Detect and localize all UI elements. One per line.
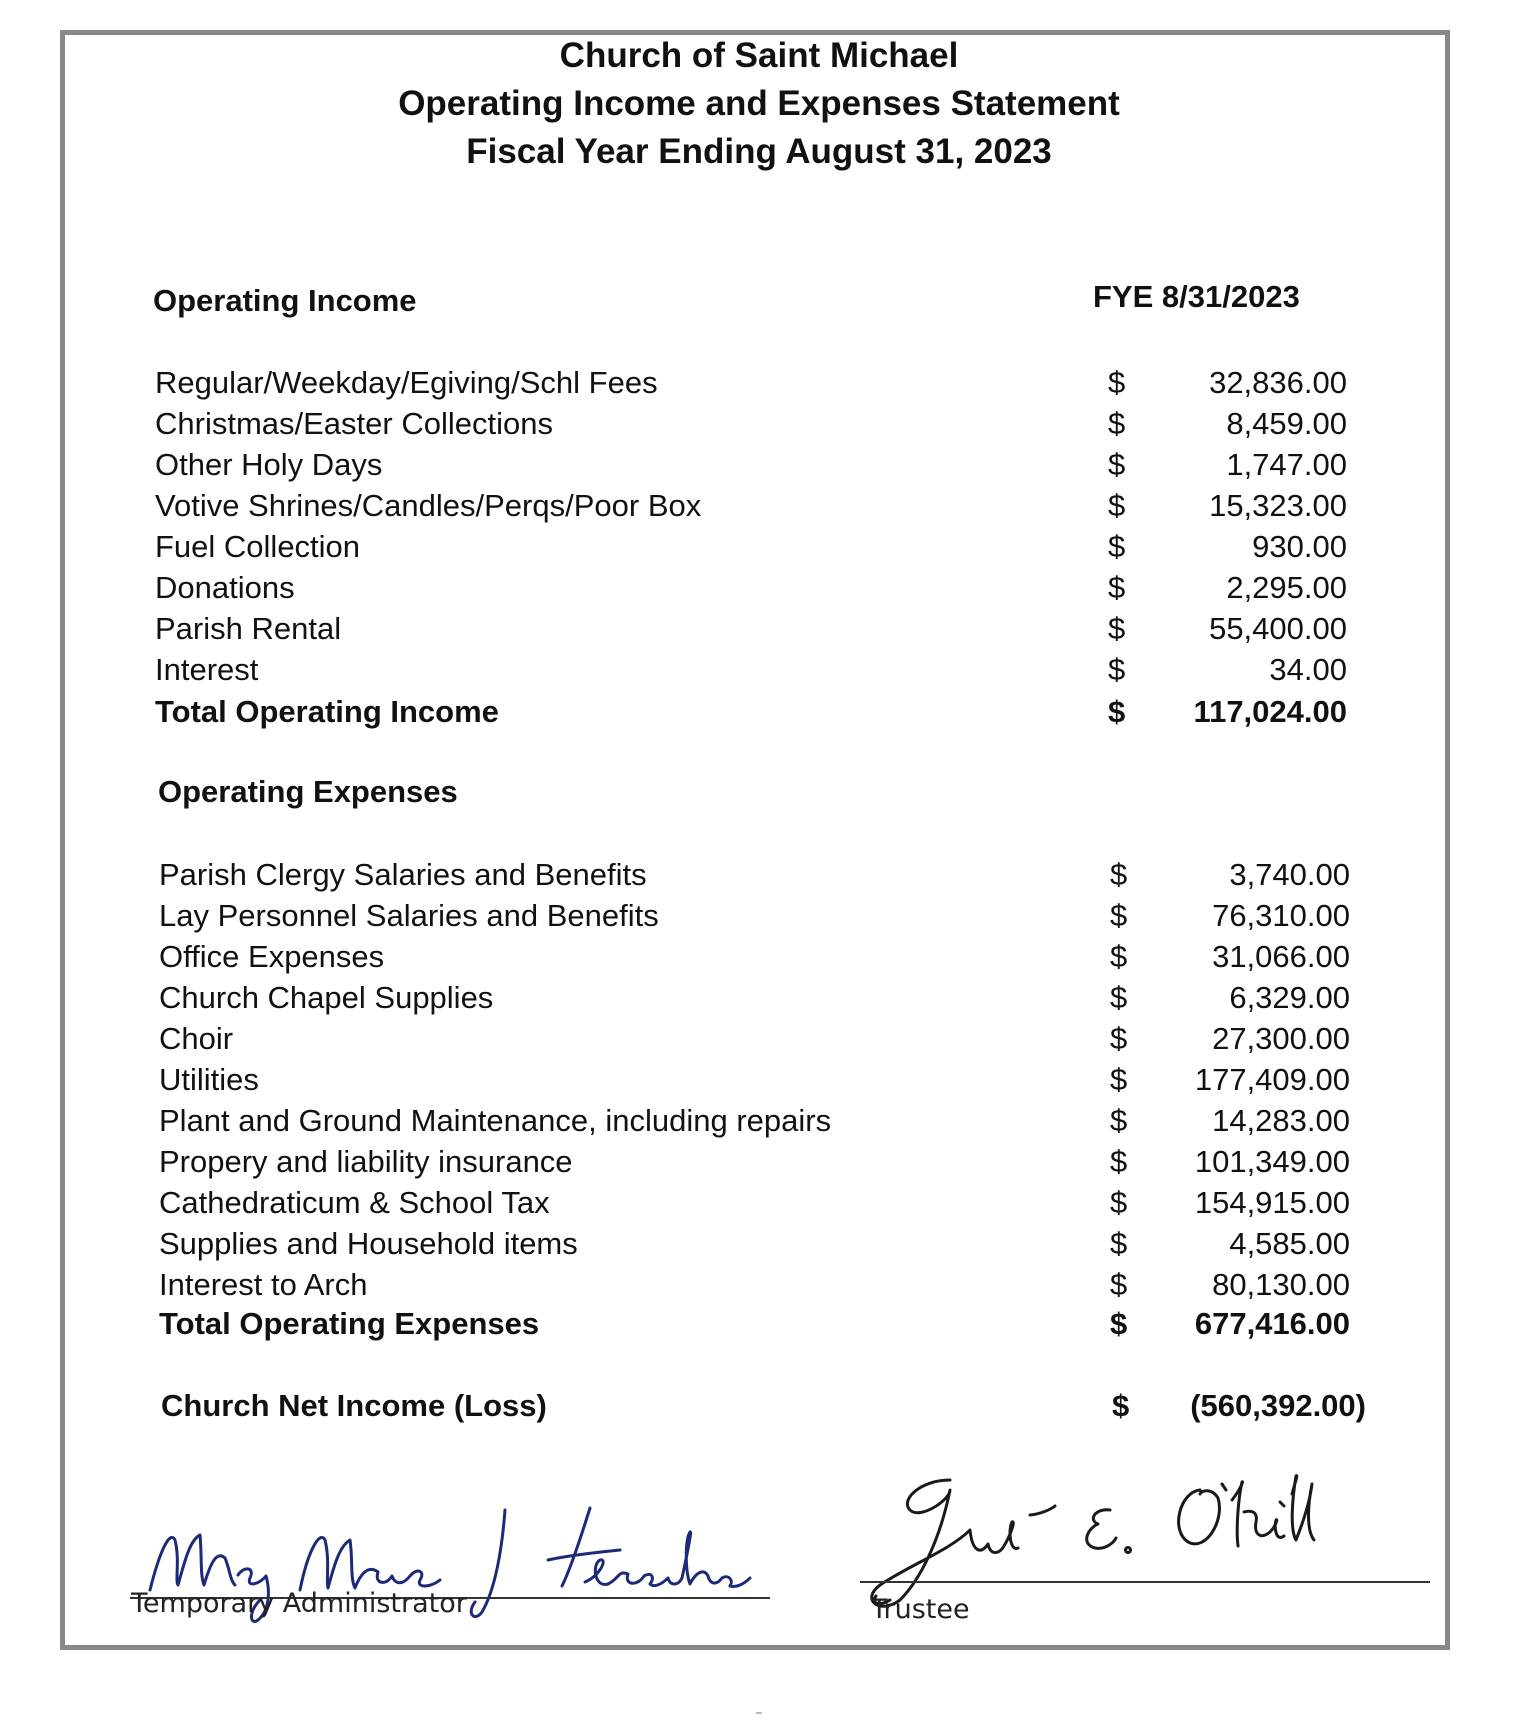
net-income-amount: (560,392.00)	[1190, 1388, 1366, 1423]
income-total-amount: 117,024.00	[1193, 694, 1347, 729]
expense-row-dollar: $	[1110, 1021, 1128, 1056]
income-row-amount: 15,323.00	[1209, 488, 1347, 523]
expense-row-dollar: $	[1110, 939, 1128, 974]
income-row-dollar: $	[1108, 570, 1126, 605]
income-row-dollar: $	[1108, 529, 1126, 564]
expense-row-dollar: $	[1110, 980, 1128, 1015]
income-row-amount: 930.00	[1252, 529, 1347, 564]
expense-total-label: Total Operating Expenses	[159, 1306, 540, 1341]
income-row-amount: 2,295.00	[1226, 570, 1347, 605]
income-row-amount: 1,747.00	[1226, 447, 1347, 482]
income-total-dollar: $	[1108, 694, 1126, 729]
expense-row-label: Propery and liability insurance	[159, 1144, 573, 1179]
income-row-dollar: $	[1108, 611, 1126, 646]
statement-title	[0, 32, 1518, 176]
expense-total-dollar: $	[1110, 1306, 1128, 1341]
expense-row-amount: 3,740.00	[1229, 857, 1350, 892]
expense-row-amount: 101,349.00	[1194, 1144, 1350, 1179]
expense-row-amount: 4,585.00	[1229, 1226, 1350, 1261]
expense-row-label: Utilities	[159, 1062, 259, 1097]
income-row-label: Fuel Collection	[155, 529, 361, 564]
expense-row-label: Plant and Ground Maintenance, including repairs	[159, 1103, 832, 1138]
expense-row-label: Lay Personnel Salaries and Benefits	[159, 898, 659, 933]
income-row-amount: 34.00	[1269, 652, 1347, 687]
net-income-label: Church Net Income (Loss)	[161, 1388, 547, 1423]
income-total-label: Total Operating Income	[155, 694, 499, 729]
net-income-dollar: $	[1112, 1388, 1130, 1423]
page-mark	[756, 1712, 762, 1714]
expense-row-dollar: $	[1110, 1185, 1128, 1220]
expense-row-amount: 177,409.00	[1194, 1062, 1350, 1097]
income-row-amount: 8,459.00	[1226, 406, 1347, 441]
title-line-2: Operating Income and Expenses Statement	[398, 84, 1120, 123]
expense-row-label: Interest to Arch	[159, 1267, 368, 1302]
income-row-dollar: $	[1108, 652, 1126, 687]
income-row-label: Votive Shrines/Candles/Perqs/Poor Box	[155, 488, 702, 523]
expense-row-dollar: $	[1110, 1062, 1128, 1097]
income-row-amount: 55,400.00	[1209, 611, 1347, 646]
expense-row-dollar: $	[1110, 857, 1128, 892]
title-line-1: Church of Saint Michael	[559, 36, 959, 75]
expense-row-label: Church Chapel Supplies	[159, 980, 494, 1015]
income-row-dollar: $	[1108, 447, 1126, 482]
expense-row-amount: 31,066.00	[1212, 939, 1350, 974]
expenses-heading: Operating Expenses	[158, 774, 458, 809]
left-signature-caption: Temporary Administrator	[131, 1588, 467, 1619]
income-row-label: Christmas/Easter Collections	[155, 406, 553, 441]
expense-total-amount: 677,416.00	[1194, 1306, 1350, 1341]
expense-row-amount: 6,329.00	[1229, 980, 1350, 1015]
income-row-label: Other Holy Days	[155, 447, 383, 482]
income-row-label: Regular/Weekday/Egiving/Schl Fees	[155, 365, 658, 400]
expense-row-label: Parish Clergy Salaries and Benefits	[159, 857, 647, 892]
expense-row-label: Office Expenses	[159, 939, 385, 974]
expense-row-amount: 80,130.00	[1212, 1267, 1350, 1302]
income-row-dollar: $	[1108, 488, 1126, 523]
income-row-label: Donations	[155, 570, 295, 605]
expense-row-amount: 154,915.00	[1194, 1185, 1350, 1220]
title-line-3: Fiscal Year Ending August 31, 2023	[466, 132, 1052, 171]
expense-row-label: Cathedraticum & School Tax	[159, 1185, 550, 1220]
expense-row-dollar: $	[1110, 1103, 1128, 1138]
expense-row-dollar: $	[1110, 898, 1128, 933]
income-row-dollar: $	[1108, 365, 1126, 400]
expense-row-amount: 76,310.00	[1212, 898, 1350, 933]
expense-row-label: Supplies and Household items	[159, 1226, 578, 1261]
expense-row-dollar: $	[1110, 1144, 1128, 1179]
expense-row-amount: 14,283.00	[1212, 1103, 1350, 1138]
income-row-label: Interest	[155, 652, 259, 687]
expense-row-label: Choir	[159, 1021, 234, 1056]
income-heading: Operating Income	[153, 283, 417, 318]
income-row-dollar: $	[1108, 406, 1126, 441]
expense-row-dollar: $	[1110, 1267, 1128, 1302]
income-row-amount: 32,836.00	[1209, 365, 1347, 400]
expense-row-amount: 27,300.00	[1212, 1021, 1350, 1056]
right-signature-caption: Trustee	[871, 1594, 970, 1625]
expense-row-dollar: $	[1110, 1226, 1128, 1261]
column-header: FYE 8/31/2023	[1093, 279, 1300, 314]
income-row-label: Parish Rental	[155, 611, 342, 646]
